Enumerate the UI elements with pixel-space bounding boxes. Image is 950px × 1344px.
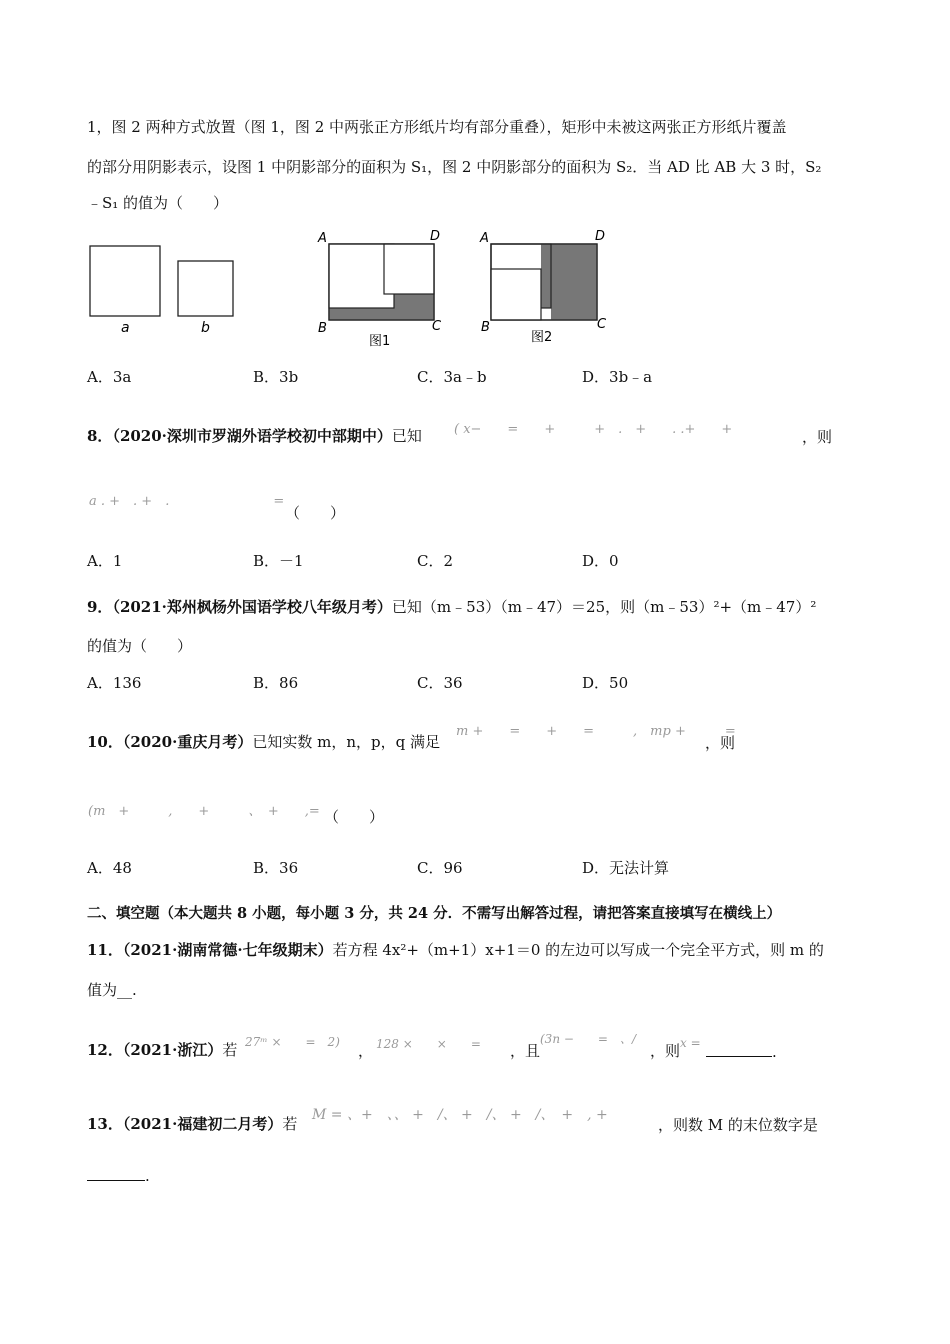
p12-stem-suffix: ，则 xyxy=(650,1042,681,1060)
p13-end: . xyxy=(145,1167,150,1185)
p7-option-a[interactable]: A．3a xyxy=(87,368,132,386)
p10-stem-suffix: ，则 xyxy=(705,734,736,752)
p12-answer[interactable] xyxy=(706,1040,777,1061)
p10-formula2: (m + , + 、 + ,= xyxy=(88,804,320,819)
p9-source: （2021·郑州枫杨外国语学校八年级月考） xyxy=(112,598,392,616)
p11-source: （2021·湖南常德·七年级期末） xyxy=(122,941,333,959)
p13-source: （2021·福建初二月考） xyxy=(122,1115,283,1133)
p7-option-d[interactable]: D．3b﹣a xyxy=(582,368,653,386)
p8-option-b[interactable]: B．－1 xyxy=(253,552,304,570)
p10-stem-prefix: 已知实数 m，n，p，q 满足 xyxy=(252,733,440,751)
p10-option-b[interactable]: B．36 xyxy=(253,859,299,877)
p12-formula4: x = xyxy=(680,1036,701,1050)
p7-option-b[interactable]: B．3b xyxy=(253,368,299,386)
fig1-corner-d: D xyxy=(430,229,441,244)
p10-source: （2020·重庆月考） xyxy=(122,733,253,751)
p13-formula: M = 、+ 、、 + /、 + /、 + /、 + , + xyxy=(312,1107,608,1123)
fig2-corner-a: A xyxy=(480,231,489,246)
p8-stem-prefix: 已知 xyxy=(391,427,422,445)
problem11-stem xyxy=(87,940,824,960)
problem9-stem xyxy=(87,597,816,617)
p12-comma: ， xyxy=(358,1042,374,1060)
p12-formula2: 128 × × = xyxy=(376,1037,481,1051)
p11-number: 11． xyxy=(87,941,123,959)
p8-stem-suffix: ，则 xyxy=(802,428,833,446)
p12-mid: ，且 xyxy=(510,1042,541,1060)
p8-option-c[interactable]: C．2 xyxy=(417,552,454,570)
p10-formula: m + = + = , mp + = xyxy=(456,724,736,739)
p12-end: . xyxy=(772,1043,777,1061)
p13-number: 13． xyxy=(87,1115,123,1133)
p9-option-a[interactable]: A．136 xyxy=(87,674,142,692)
p7-option-c[interactable]: C．3a﹣b xyxy=(417,368,487,386)
p8-formula: ( x− = + + . + . .+ + xyxy=(454,422,733,437)
problem9-stem2: 的值为（ ） xyxy=(87,637,193,655)
p12-number: 12． xyxy=(87,1041,123,1059)
fig2-corner-b: B xyxy=(481,320,490,335)
p8-formula2: a . + . + . = xyxy=(89,494,285,509)
problem12-stem xyxy=(87,1040,237,1060)
problem7-line2: 的部分用阴影表示，设图 1 中阴影部分的面积为 S₁，图 2 中阴影部分的面积为 S₂．当 AD 比 AB 大 3 时，S₂ xyxy=(87,158,822,176)
p8-option-d[interactable]: D．0 xyxy=(582,552,619,570)
p10-option-d[interactable]: D．无法计算 xyxy=(582,859,670,877)
fig1-corner-b: B xyxy=(318,321,327,336)
p13-answer-blank[interactable] xyxy=(87,1164,145,1181)
problem11-stem2: 值为__. xyxy=(87,981,137,999)
p12-formula3: (3n − = 、/ xyxy=(540,1032,637,1046)
p13-answer[interactable] xyxy=(87,1164,150,1185)
p8-paren: （ ） xyxy=(285,504,346,522)
problem7-line1: 1，图 2 两种方式放置（图 1，图 2 中两张正方形纸片均有部分重叠），矩形中未被这两张正方形纸片覆盖 xyxy=(87,118,787,136)
square-a-label: a xyxy=(121,320,130,336)
p9-option-d[interactable]: D．50 xyxy=(582,674,629,692)
p10-number: 10． xyxy=(87,733,123,751)
p12-stem-prefix: 若 xyxy=(222,1041,238,1059)
p10-option-a[interactable]: A．48 xyxy=(87,859,132,877)
fig2-corner-c: C xyxy=(597,317,607,332)
p9-stem-text: 已知（m﹣53）（m﹣47）＝25，则（m﹣53）²+（m﹣47）² xyxy=(391,598,817,616)
p12-formula1: 27ᵐ × = 2) xyxy=(245,1035,340,1049)
problem13-stem xyxy=(87,1114,297,1134)
fig1-corner-c: C xyxy=(432,319,442,334)
fig1-corner-a: A xyxy=(318,231,327,246)
p11-stem-text: 若方程 4x²+（m+1）x+1＝0 的左边可以写成一个完全平方式，则 m 的 xyxy=(332,941,824,959)
p13-stem-prefix: 若 xyxy=(282,1115,298,1133)
p9-option-b[interactable]: B．86 xyxy=(253,674,299,692)
square-b-label: b xyxy=(201,320,210,336)
problem7-figures xyxy=(80,224,640,354)
p9-number: 9． xyxy=(87,598,113,616)
p8-option-a[interactable]: A．1 xyxy=(87,552,123,570)
square-a xyxy=(90,246,160,316)
p9-option-c[interactable]: C．36 xyxy=(417,674,463,692)
section2-heading: 二、填空题（本大题共 8 小题，每小题 3 分，共 24 分．不需写出解答过程，请把答案直接填写在横线上） xyxy=(87,905,782,922)
square-b xyxy=(178,261,233,316)
fig1-caption: 图1 xyxy=(369,334,391,349)
p10-option-c[interactable]: C．96 xyxy=(417,859,463,877)
p13-stem-suffix: ，则数 M 的末位数字是 xyxy=(658,1116,818,1134)
problem8-stem xyxy=(87,426,422,446)
figure-1 xyxy=(317,229,442,349)
p8-number: 8． xyxy=(87,427,113,445)
fig2-caption: 图2 xyxy=(531,330,553,345)
p10-paren: （ ） xyxy=(324,808,385,826)
p12-source: （2021·浙江） xyxy=(122,1041,223,1059)
fig2-corner-d: D xyxy=(595,229,606,244)
problem10-stem xyxy=(87,732,440,752)
p12-answer-blank[interactable] xyxy=(706,1040,772,1057)
figure-2 xyxy=(479,229,607,345)
problem7-line3: ﹣S₁ 的值为（ ） xyxy=(87,194,229,212)
p8-source: （2020·深圳市罗湖外语学校初中部期中） xyxy=(112,427,392,445)
